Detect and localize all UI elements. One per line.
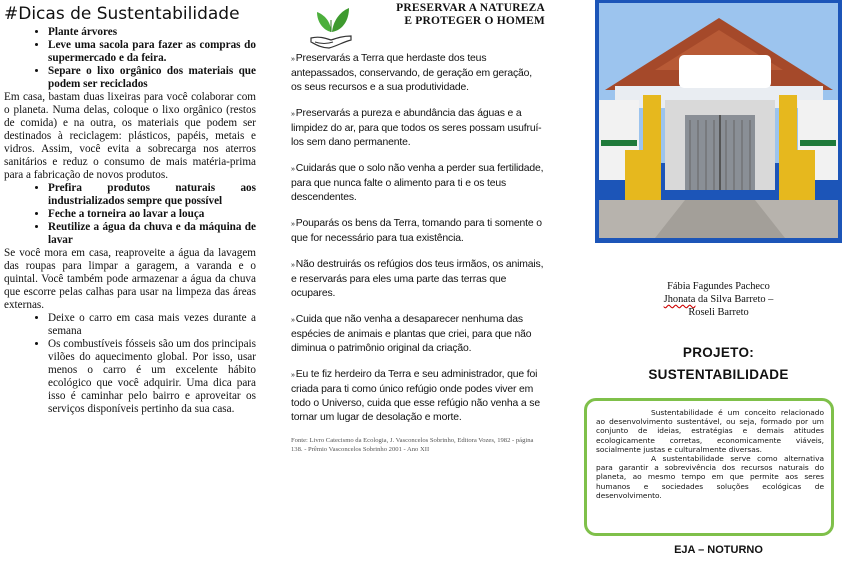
- commandment-text: Não destruirás os refúgios dos teus irmãos, os animais, e reservarás para eles uma parte das terras que ocupares.: [291, 259, 544, 299]
- bullet-mark: »: [291, 56, 295, 63]
- project-title-line: PROJETO:: [682, 345, 755, 360]
- tips-list-3: [4, 312, 256, 416]
- list-item: • Plante árvores: [48, 26, 256, 39]
- tips-title: #Dicas de Sustentabilidade: [4, 4, 240, 24]
- hand-leaves-icon: [309, 2, 353, 50]
- commandment-item: [291, 162, 545, 205]
- list-item: • Feche a torneira ao lavar a louça: [48, 208, 256, 221]
- sustainability-definition-box: [584, 398, 834, 536]
- commandment-text: Eu te fiz herdeiro da Terra e seu administrador, que foi criada para ti como único refúgio onde podes viver em todo o Universo, cuida que esse refúgio não venha a se tornar um lugar de desolação e morte.: [291, 369, 540, 423]
- commandment-text: Cuida que não venha a desaparecer nenhuma das espécies de animais e plantas que criei, para que não diminua o patrimônio original da criação.: [291, 314, 532, 354]
- commandment-item: [291, 313, 545, 356]
- tips-panel: [4, 4, 256, 416]
- commandment-item: [291, 368, 545, 425]
- bullet-mark: »: [291, 317, 295, 324]
- author-name: Fábia Fagundes Pacheco: [667, 281, 770, 292]
- title-line: PRESERVAR A NATUREZA: [396, 2, 545, 14]
- water-paragraph: Se você mora em casa, reaproveite a água da lavagem das roupas para limpar a garagem, a varanda e o quintal. Você também pode armazenar a água da chuva que escorre pelas calhas para usar na limpeza das áreas externas.: [4, 247, 256, 311]
- commandments-list: [291, 52, 545, 425]
- footer-label: EJA – NOTURNO: [674, 544, 763, 556]
- bullet-mark: »: [291, 372, 295, 379]
- bold-tips-list: [4, 26, 256, 91]
- recycling-paragraph: Em casa, bastam duas lixeiras para você colaborar com o planeta. Numa delas, coloque o lixo orgânico (restos de comida) e na outra, os materiais que podem ser destinados à reciclagem: plásticos, papéis, metais e vidros. Assim, você evita a sobrecarga nos aterros sanitários e reduz o consumo de mais matéria-prima para a fabricação de novos produtos.: [4, 91, 256, 181]
- bullet-mark: »: [291, 262, 295, 269]
- commandment-item: [291, 52, 545, 95]
- author-rest: da Silva Barreto –: [695, 294, 774, 305]
- source-note: Fonte: Livro Catecismo da Ecologia, J. Vasconcelos Sobrinho, Editora Vozes, 1982 - página 138. - Prêmio Vasconcelos Sobrinho 2001 - Ano XII: [291, 437, 534, 453]
- commandments-header: [291, 0, 545, 52]
- author-first-word: Jhonata: [663, 294, 696, 305]
- bullet-mark: »: [291, 166, 295, 173]
- bullet-mark: »: [291, 111, 295, 118]
- list-item: • Separe o lixo orgânico dos materiais que podem ser reciclados: [48, 65, 256, 91]
- author-name: [595, 293, 842, 306]
- commandment-text: Preservarás a pureza e abundância das águas e a limpidez do ar, para que todos os seres possam usufruí-los sem dano permanente.: [291, 108, 542, 148]
- commandments-title: [375, 2, 545, 28]
- list-item: • Reutilize a água da chuva e da máquina de lavar: [48, 221, 256, 247]
- commandment-item: [291, 217, 545, 246]
- project-title: [595, 342, 842, 386]
- commandment-item: [291, 258, 545, 301]
- author-name: Roseli Barreto: [688, 307, 749, 318]
- list-item: • Os combustíveis fósseis são um dos principais vilões do aquecimento global. Por isso, usar menos o carro é um excelente hábito ecológico que você adquirir. Uma dica para isso é caminhar pelo bairro e aproveitar os serviços disponíveis pertinho da sua casa.: [48, 338, 256, 416]
- list-item: • Prefira produtos naturais aos industrializados sempre que possível: [48, 182, 256, 208]
- title-line: E PROTEGER O HOMEM: [404, 15, 545, 27]
- definition-paragraph: A sustentabilidade serve como alternativa para garantir a sobrevivência dos recursos naturais do planeta, ao mesmo tempo em que permite aos seres humanos e sociedades soluções ecológicas de desenvolvimento.: [596, 454, 824, 500]
- commandment-text: Pouparás os bens da Terra, tomando para ti somente o que for necessário para tua existência.: [291, 218, 542, 244]
- authors-block: [595, 280, 842, 319]
- school-photo: [595, 0, 842, 243]
- bold-tips-list-2: [4, 182, 256, 247]
- bullet-mark: »: [291, 221, 295, 228]
- list-item: • Deixe o carro em casa mais vezes durante a semana: [48, 312, 256, 338]
- project-title-line: SUSTENTABILIDADE: [648, 367, 789, 382]
- list-item: • Leve uma sacola para fazer as compras do supermercado e da feira.: [48, 39, 256, 65]
- definition-paragraph: Sustentabilidade é um conceito relacionado ao desenvolvimento sustentável, ou seja, formado por um conjunto de ideias, estratégias e demais atitudes ecologicamente corretas, economicamente viáveis, socialmente justas e culturalmente diversas.: [596, 408, 824, 454]
- commandment-item: [291, 107, 545, 150]
- commandment-text: Preservarás a Terra que herdaste dos teus antepassados, conservando, de geração em geração, os seus recursos e a sua produtividade.: [291, 53, 533, 93]
- commandments-panel: [291, 0, 545, 454]
- commandment-text: Cuidarás que o solo não venha a perder sua fertilidade, para que nunca falte o alimento para ti e os teus descendentes.: [291, 163, 544, 203]
